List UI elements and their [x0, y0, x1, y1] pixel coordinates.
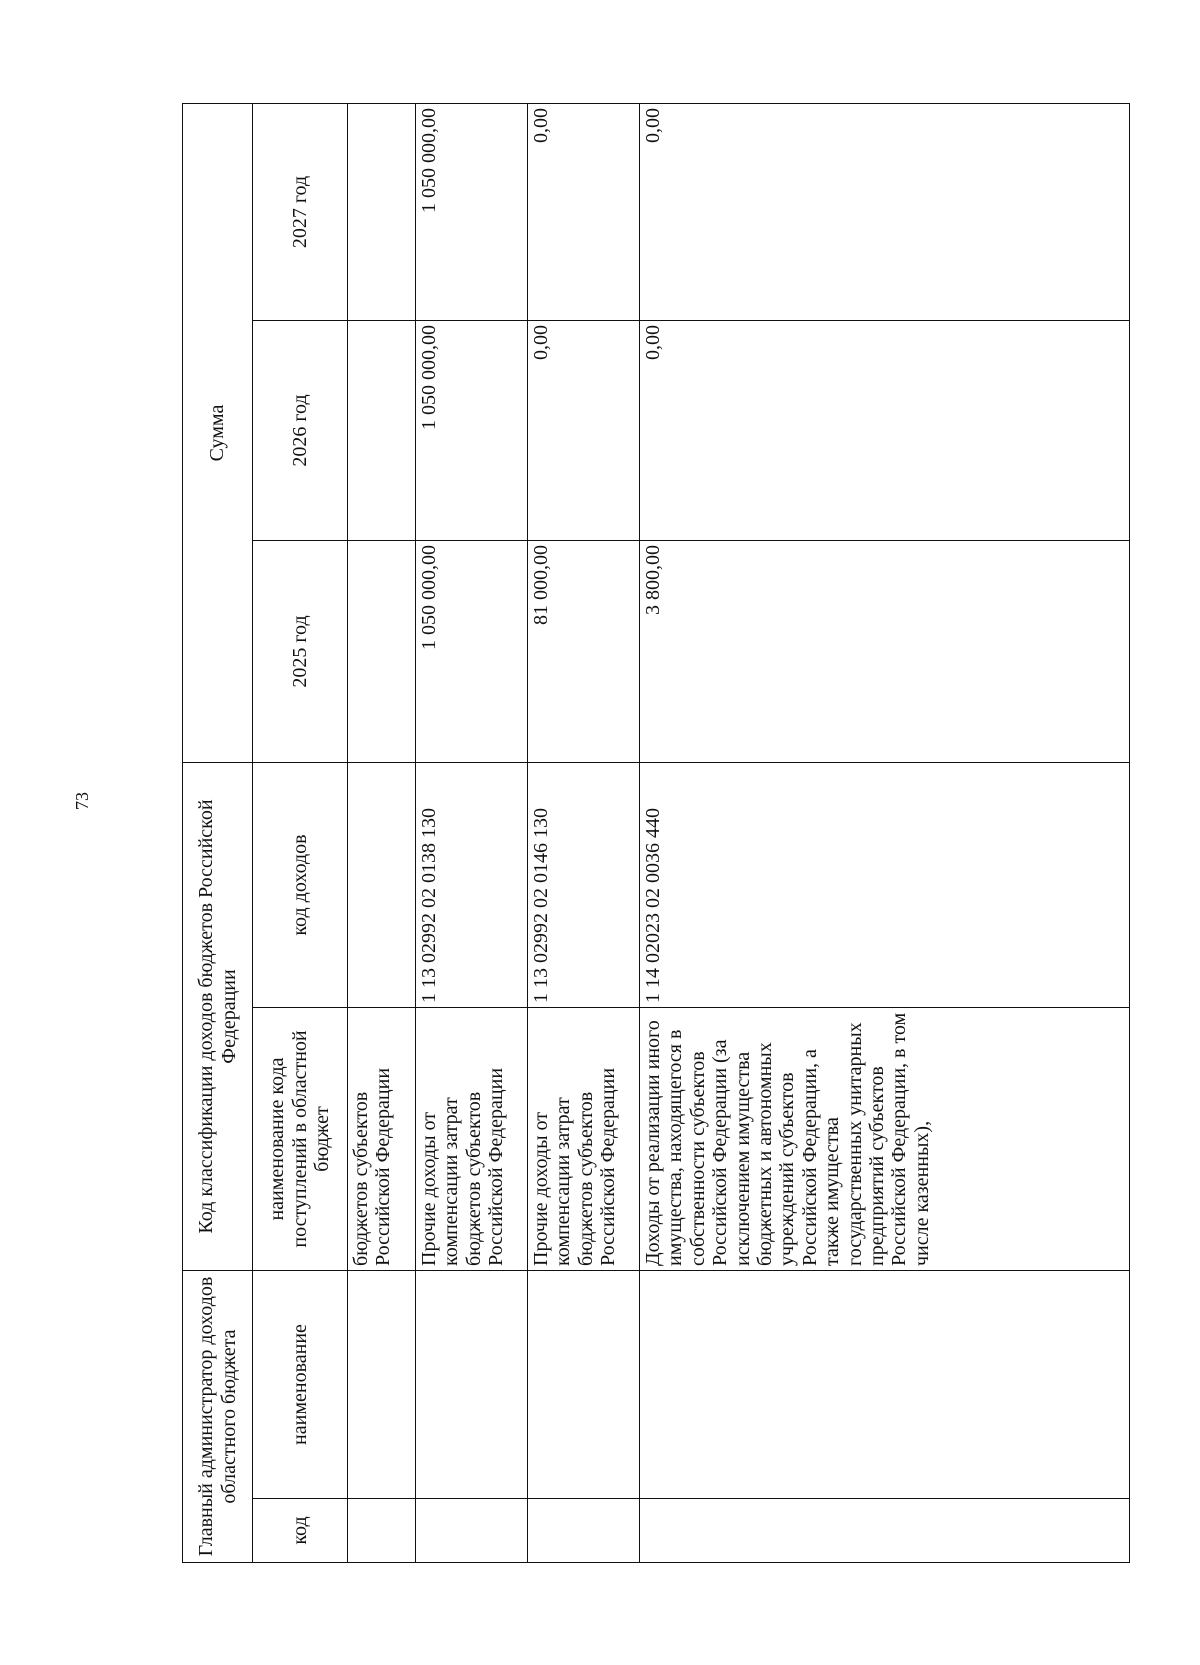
- cell-admin-name: [640, 1271, 1130, 1499]
- header-income-name: наименование кода поступлений в областной бюджет: [253, 1008, 348, 1271]
- page-number: 73: [72, 792, 92, 810]
- cell-sum-2027: 0,00: [528, 103, 640, 320]
- cell-admin-name: [416, 1271, 528, 1499]
- header-year-2025: 2025 год: [253, 541, 348, 763]
- cell-income-code: 1 13 02992 02 0138 130: [416, 763, 528, 1008]
- header-sum-group: Сумма: [183, 103, 253, 762]
- cell-admin-code: [416, 1499, 528, 1563]
- cell-sum-2027: [348, 103, 416, 320]
- cell-income-name: бюджетов субъектов Российской Федерации: [348, 1008, 416, 1271]
- cell-income-name: Доходы от реализации иного имущества, находящегося в собственности субъектов Российской Федерации (за исключением имущества бюджетных и автономных учреждений субъектов Российской Федерации, а также имущества государственных унитарных предприятий субъектов Российской Федерации, в том числе казенных),: [640, 1008, 1130, 1271]
- budget-income-table: [182, 103, 1130, 1563]
- header-admin-name: наименование: [253, 1271, 348, 1499]
- header-income-code: код доходов: [253, 763, 348, 1008]
- header-classification-group: Код классификации доходов бюджетов Российской Федерации: [183, 763, 253, 1271]
- header-year-2026: 2026 год: [253, 321, 348, 541]
- cell-admin-code: [640, 1499, 1130, 1563]
- cell-sum-2025: 1 050 000,00: [416, 541, 528, 763]
- table-row: [416, 103, 528, 1562]
- cell-admin-name: [348, 1271, 416, 1499]
- cell-sum-2026: [348, 321, 416, 541]
- table-row: [640, 103, 1130, 1562]
- header-admin-code: код: [253, 1499, 348, 1563]
- cell-income-code: [348, 763, 416, 1008]
- cell-sum-2027: 1 050 000,00: [416, 103, 528, 320]
- table-row: [348, 103, 416, 1562]
- cell-admin-code: [528, 1499, 640, 1563]
- cell-admin-name: [528, 1271, 640, 1499]
- cell-income-code: 1 13 02992 02 0146 130: [528, 763, 640, 1008]
- cell-sum-2026: 0,00: [640, 321, 1130, 541]
- cell-admin-code: [348, 1499, 416, 1563]
- cell-income-name: Прочие доходы от компенсации затрат бюджетов субъектов Российской Федерации: [528, 1008, 640, 1271]
- header-admin-group: Главный администратор доходов областного бюджета: [183, 1271, 253, 1563]
- cell-sum-2025: [348, 541, 416, 763]
- header-row-columns: [253, 103, 348, 1562]
- cell-sum-2026: 0,00: [528, 321, 640, 541]
- cell-income-name: Прочие доходы от компенсации затрат бюджетов субъектов Российской Федерации: [416, 1008, 528, 1271]
- header-year-2027: 2027 год: [253, 103, 348, 320]
- table-row: [528, 103, 640, 1562]
- cell-income-code: 1 14 02023 02 0036 440: [640, 763, 1130, 1008]
- cell-sum-2025: 3 800,00: [640, 541, 1130, 763]
- header-row-groups: [183, 103, 253, 1562]
- cell-sum-2025: 81 000,00: [528, 541, 640, 763]
- cell-sum-2027: 0,00: [640, 103, 1130, 320]
- rotated-table-container: [182, 104, 1129, 1563]
- cell-sum-2026: 1 050 000,00: [416, 321, 528, 541]
